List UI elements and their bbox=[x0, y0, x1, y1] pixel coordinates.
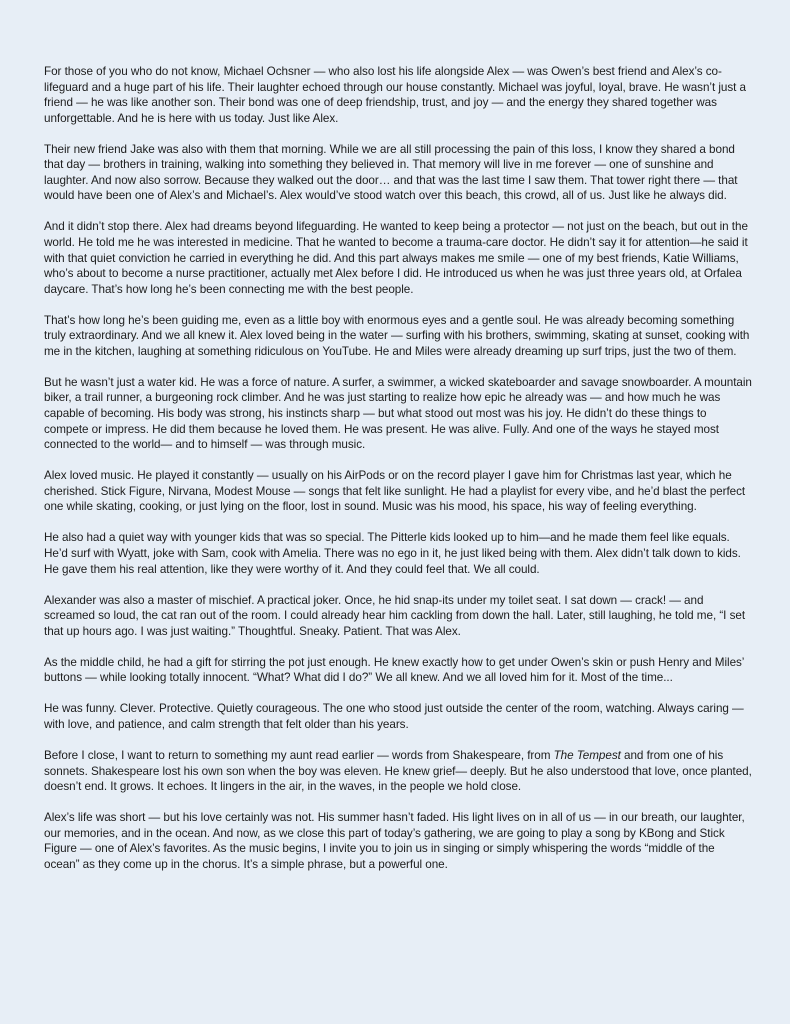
paragraph-mischief: Alexander was also a master of mischief. A practical joker. Once, he hid snap-its under my toilet seat. I sat down — crack! — and screamed so loud, the cat ran out of the room. I could already hear him cackling from down the hall. Later, still laughing, he told me, “I set that up hours ago. I was just waiting.” Thoughtful. Sneaky. Patient. That was Alex. bbox=[44, 593, 746, 638]
paragraph-guiding: That’s how long he’s been guiding me, even as a little boy with enormous eyes and a gentle soul. He was already becoming something truly extraordinary. And we all knew it. Alex loved being in the water — surfing with his brothers, swimming, skating at sunset, cooking with me in the kitchen, laughing at something ridiculous on YouTube. He and Miles were already dreaming up surf trips, just the two of them. bbox=[44, 313, 750, 358]
paragraph-jake: Their new friend Jake was also with them that morning. While we are all still processing the pain of this loss, I know they shared a bond that day — brothers in training, walking into something they believed in. That memory will live in me forever — one of sunshine and laughter. And now also sorrow. Because they walked out the door… and that was the last time I saw them. That tower right there — that would have been one of Alex’s and Michael’s. Alex would’ve stood watch over this beach, this crowd, all of us. Just like he always did. bbox=[44, 142, 738, 203]
paragraph-younger-kids: He also had a quiet way with younger kids that was so special. The Pitterle kids looked up to him—and he made them feel like equals. He’d surf with Wyatt, joke with Sam, cook with Amelia. There was no ego in it, he just liked being with them. Alex didn’t talk down to kids. He gave them his real attention, like they were worthy of it. And they could feel that. We all could. bbox=[44, 531, 741, 576]
paragraph-music: Alex loved music. He played it constantly — usually on his AirPods or on the record player I gave him for Christmas last year, which he cherished. Stick Figure, Nirvana, Modest Mouse — songs that felt like sunlight. He had a playlist for every vibe, and he’d blast the perfect one while skating, cooking, or just lying on the floor, lost in sound. Music was his mood, his space, his way of feeling everything. bbox=[44, 469, 746, 514]
paragraph-middle-child: As the middle child, he had a gift for stirring the pot just enough. He knew exactly how to get under Owen’s skin or push Henry and Miles’ buttons — while looking totally innocent. “What? What did I do?” We all knew. And we all loved him for it. Most of the time... bbox=[44, 655, 744, 685]
paragraph-force-of-nature: But he wasn’t just a water kid. He was a force of nature. A surfer, a swimmer, a wicked skateboarder and savage snowboarder. A mountain biker, a trail runner, a burgeoning rock climber. And he was just starting to realize how epic he already was — and how much he was capable of becoming. His body was strong, his instincts sharp — but what stood out most was his joy. He didn’t do these things to compete or impress. He did them because he loved them. He was present. He was alive. Fully. And one of the ways he stayed most connected to the world— and to himself — was through music. bbox=[44, 375, 752, 452]
paragraph-funny: He was funny. Clever. Protective. Quietly courageous. The one who stood just outside the center of the room, watching. Always caring — with love, and patience, and calm strength that felt older than his years. bbox=[44, 702, 744, 731]
paragraph-shakespeare bbox=[44, 748, 752, 795]
shakespeare-text-before: Before I close, I want to return to something my aunt read earlier — words from Shakespeare, from bbox=[44, 749, 554, 763]
paragraph-michael: For those of you who do not know, Michael Ochsner — who also lost his life alongside Alex — was Owen’s best friend and Alex’s co-lifeguard and a huge part of his life. Their laughter echoed through our house constantly. Michael was joyful, loyal, brave. He wasn’t just a friend — he was like another son. Their bond was one of deep friendship, trust, and joy — and the energy they shared together was unforgettable. And he is here with us today. Just like Alex. bbox=[44, 65, 746, 125]
paragraph-dreams: And it didn’t stop there. Alex had dreams beyond lifeguarding. He wanted to keep being a protector — not just on the beach, but out in the world. He told me he was interested in medicine. That he wanted to become a trauma-care doctor. He didn’t say it for attention—he said it with that quiet conviction he carried in everything he did. And this part always makes me smile — one of my best friends, Katie Williams, who’s about to become a nurse practitioner, actually met Alex before I did. He introduced us when he was just three years old, at Orfalea daycare. That’s how long he’s been connecting me with the best people. bbox=[44, 220, 748, 296]
shakespeare-play-title: The Tempest bbox=[553, 749, 621, 763]
shakespeare-text-after: and from one of his sonnets. Shakespeare lost his own son when the boy was eleven. He knew grief— deeply. But he also understood that love, once planted, doesn’t end. It grows. It echoes. It lingers in the air, in the waves, in the people we hold close. bbox=[44, 749, 752, 794]
paragraph-closing-song: Alex’s life was short — but his love certainly was not. His summer hasn’t faded. His light lives on in all of us — in our breath, our laughter, our memories, and in the ocean. And now, as we close this part of today’s gathering, we are going to play a song by KBong and Stick Figure — one of Alex’s favorites. As the music begins, I invite you to join us in singing or simply whispering the words “middle of the ocean” as they come up in the chorus. It’s a simple phrase, but a powerful one. bbox=[44, 811, 745, 871]
document-body bbox=[44, 64, 752, 872]
